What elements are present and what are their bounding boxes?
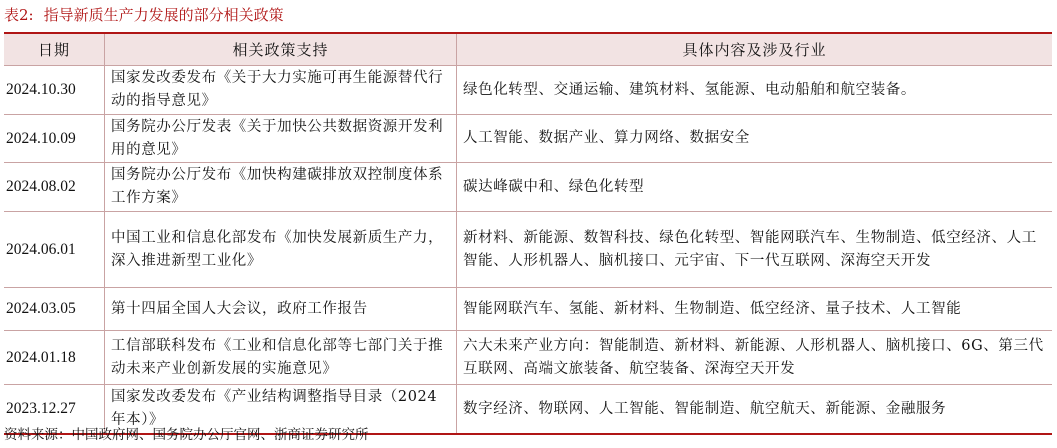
header-content: 具体内容及涉及行业 [682,41,827,59]
content-cell: 智能网联汽车、氢能、新材料、生物制造、低空经济、量子技术、人工智能 [463,300,962,317]
content-cell: 碳达峰碳中和、绿色化转型 [463,178,645,195]
date-cell: 2024.06.01 [4,212,105,287]
table-row [4,212,1052,288]
content-cell: 数字经济、物联网、人工智能、智能制造、航空航天、新能源、金融服务 [463,400,947,417]
policy-cell: 国务院办公厅发表《关于加快公共数据资源开发利用的意见》 [105,115,457,162]
content-cell: 绿色化转型、交通运输、建筑材料、氢能源、电动船舶和航空装备。 [463,81,916,98]
table-header-row [4,34,1052,66]
policy-cell: 国家发改委发布《关于大力实施可再生能源替代行动的指导意见》 [105,66,457,114]
header-date: 日期 [4,34,105,65]
date-cell: 2024.08.02 [4,163,105,211]
policy-cell: 第十四届全国人大会议，政府工作报告 [105,288,457,330]
source-note: 资料来源：中国政府网、国务院办公厅官网、浙商证券研究所 [4,427,369,443]
date-cell: 2024.10.30 [4,66,105,114]
date-cell: 2023.12.27 [4,385,105,433]
table-caption [4,4,284,26]
date-cell: 2024.03.05 [4,288,105,330]
policy-cell: 工信部联科发布《工业和信息化部等七部门关于推动未来产业创新发展的实施意见》 [105,331,457,384]
table-title: 指导新质生产力发展的部分相关政策 [43,6,284,24]
content-cell: 新材料、新能源、数智科技、绿色化转型、智能网联汽车、生物制造、低空经济、人工智能、人形机器人、脑机接口、元宇宙、下一代互联网、深海空天开发 [463,229,1037,269]
table-row [4,115,1052,163]
content-cell: 六大未来产业方向：智能制造、新材料、新能源、人形机器人、脑机接口、6G、第三代互联网、高端文旅装备、航空装备、深海空天开发 [463,337,1044,377]
policy-cell: 国务院办公厅发布《加快构建碳排放双控制度体系工作方案》 [105,163,457,211]
date-cell: 2024.01.18 [4,331,105,384]
policy-table [4,32,1052,435]
policy-cell: 中国工业和信息化部发布《加快发展新质生产力，深入推进新型工业化》 [105,212,457,287]
table-row [4,163,1052,212]
header-policy: 相关政策支持 [105,34,457,65]
table-number: 表2: [4,6,34,24]
policy-cell: 国家发改委发布《产业结构调整指导目录（2024 年本）》 [105,385,457,433]
table-row [4,331,1052,385]
table-row [4,66,1052,115]
table-row [4,288,1052,331]
date-cell: 2024.10.09 [4,115,105,162]
content-cell: 人工智能、数据产业、算力网络、数据安全 [463,130,750,146]
